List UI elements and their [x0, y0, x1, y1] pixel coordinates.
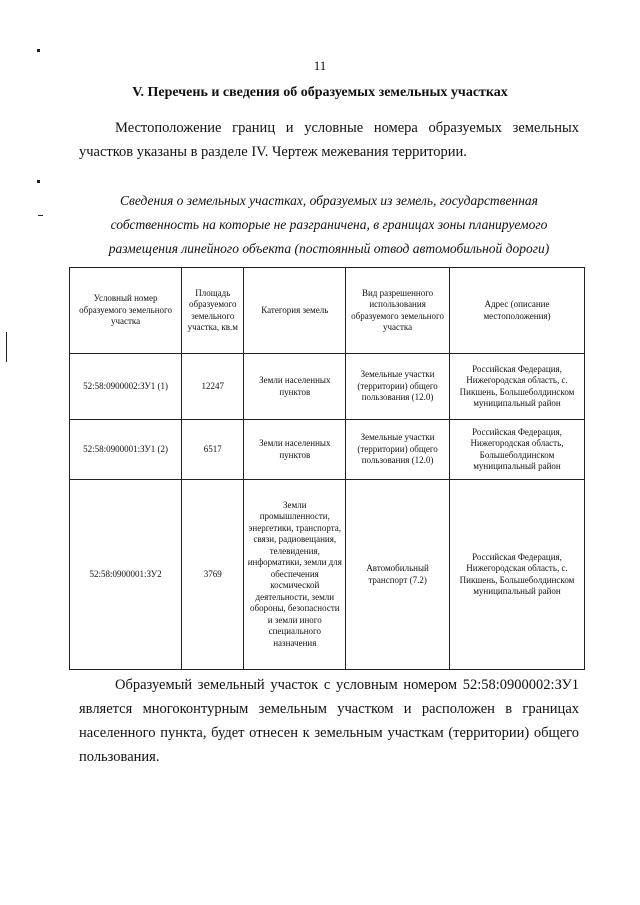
cell-permitted-use: Земельные участки (территории) общего пользования (12.0) — [346, 354, 450, 420]
table-row — [70, 480, 585, 670]
cell-land-category: Земли промышленности, энергетики, транспорта, связи, радиовещания, телевидения, информатики, земли для обеспечения космической деятельности, земли обороны, безопасности и земли иного специального назначения — [244, 480, 346, 670]
page-number: 11 — [313, 58, 327, 73]
table-row — [70, 354, 585, 420]
cell-land-category: Земли населенных пунктов — [244, 420, 346, 480]
cell-area: 6517 — [182, 420, 244, 480]
cell-land-category: Земли населенных пунктов — [244, 354, 346, 420]
cell-address: Российская Федерация, Нижегородская область, Большеболдинском муниципальный район — [450, 420, 585, 480]
closing-paragraph — [79, 673, 579, 769]
closing-paragraph-text: Образуемый земельный участок с условным номером 52:58:0900002:ЗУ1 является многоконтурным земельным участком и расположен в границах населенного пункта, будет отнесен к земельным участкам (территории) общего пользования. — [79, 677, 579, 765]
cell-cadastral-number: 52:58:0900001:ЗУ2 — [70, 480, 182, 670]
header-address: Адрес (описание местоположения) — [450, 268, 585, 354]
cell-cadastral-number: 52:58:0900002:ЗУ1 (1) — [70, 354, 182, 420]
header-area: Площадь образуемого земельного участка, кв.м — [182, 268, 244, 354]
table-header-row — [70, 268, 585, 354]
scan-dot — [37, 49, 40, 52]
intro-paragraph-text: Местоположение границ и условные номера образуемых земельных участков указаны в разделе IV. Чертеж межевания территории. — [79, 120, 579, 160]
table-caption: Сведения о земельных участках, образуемых из земель, государственная собственность на которые не разграничена, в границах зоны планируемого размещения линейного объекта (постоянный отвод автомобильной дороги) — [108, 193, 550, 256]
cell-permitted-use: Автомобильный транспорт (7.2) — [346, 480, 450, 670]
header-cadastral-number: Условный номер образуемого земельного участка — [70, 268, 182, 354]
table-row — [70, 420, 585, 480]
parcels-table — [69, 267, 585, 670]
cell-area: 12247 — [182, 354, 244, 420]
header-permitted-use: Вид разрешенного использования образуемого земельного участка — [346, 268, 450, 354]
scan-line — [6, 332, 7, 362]
section-title: V. Перечень и сведения об образуемых земельных участках — [132, 85, 508, 100]
cell-address: Российская Федерация, Нижегородская область, с. Пикшень, Большеболдинском муниципальный район — [450, 480, 585, 670]
cell-area: 3769 — [182, 480, 244, 670]
intro-paragraph — [79, 116, 579, 164]
cell-address: Российская Федерация, Нижегородская область, с. Пикшень, Большеболдинском муниципальный район — [450, 354, 585, 420]
cell-permitted-use: Земельные участки (территории) общего пользования (12.0) — [346, 420, 450, 480]
scan-dot — [37, 180, 40, 183]
header-land-category: Категория земель — [244, 268, 346, 354]
cell-cadastral-number: 52:58:0900001:ЗУ1 (2) — [70, 420, 182, 480]
scan-dash — [38, 215, 43, 216]
